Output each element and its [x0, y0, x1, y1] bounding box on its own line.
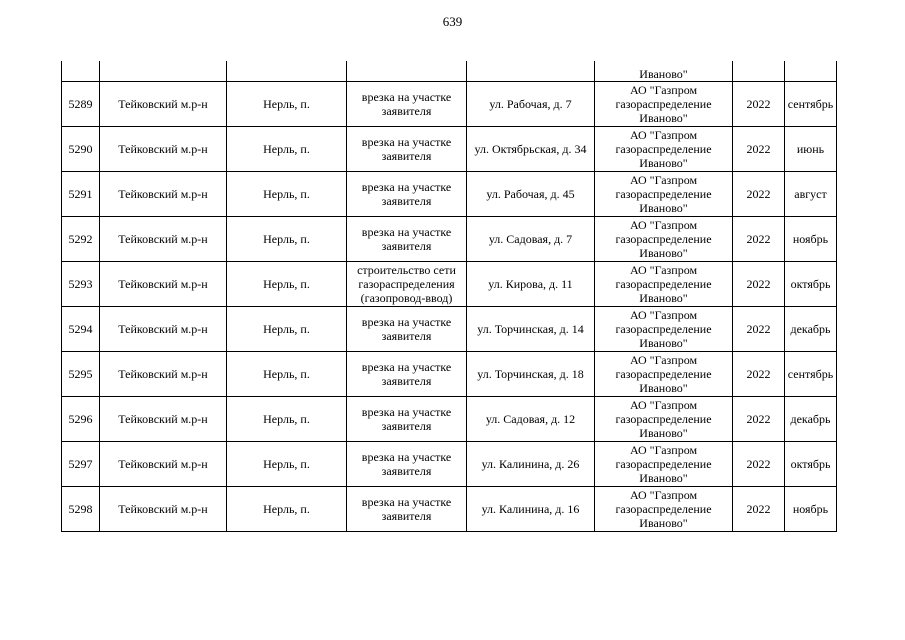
- cell-address: ул. Садовая, д. 7: [467, 217, 595, 262]
- cell-year: 2022: [733, 82, 785, 127]
- cell-work-type: врезка на участке заявителя: [347, 352, 467, 397]
- table-row: [62, 397, 837, 442]
- cell-number: 5293: [62, 262, 100, 307]
- cell-year: 2022: [733, 397, 785, 442]
- cell-district: Тейковский м.р-н: [100, 172, 227, 217]
- cell-organization: АО "Газпром газораспределение Иваново": [595, 82, 733, 127]
- page-number: 639: [442, 14, 463, 29]
- cell-year: 2022: [733, 307, 785, 352]
- cell-address: ул. Рабочая, д. 45: [467, 172, 595, 217]
- table-row: [62, 82, 837, 127]
- cell-month: [785, 61, 837, 82]
- registry-table: [61, 61, 837, 532]
- cell-address: [467, 61, 595, 82]
- cell-year: 2022: [733, 442, 785, 487]
- cell-month: октябрь: [785, 442, 837, 487]
- cell-address: ул. Калинина, д. 26: [467, 442, 595, 487]
- cell-month: октябрь: [785, 262, 837, 307]
- cell-district: Тейковский м.р-н: [100, 442, 227, 487]
- cell-year: 2022: [733, 352, 785, 397]
- cell-address: ул. Рабочая, д. 7: [467, 82, 595, 127]
- cell-work-type: врезка на участке заявителя: [347, 442, 467, 487]
- table-row: [62, 442, 837, 487]
- cell-year: [733, 61, 785, 82]
- table-row: [62, 217, 837, 262]
- cell-address: ул. Кирова, д. 11: [467, 262, 595, 307]
- table-row: [62, 352, 837, 397]
- cell-month: декабрь: [785, 397, 837, 442]
- cell-settlement: Нерль, п.: [227, 307, 347, 352]
- cell-district: Тейковский м.р-н: [100, 487, 227, 532]
- cell-settlement: Нерль, п.: [227, 127, 347, 172]
- continuation-row: [62, 61, 837, 82]
- cell-month: июнь: [785, 127, 837, 172]
- cell-month: ноябрь: [785, 217, 837, 262]
- cell-organization: АО "Газпром газораспределение Иваново": [595, 262, 733, 307]
- cell-organization: Иваново": [595, 61, 733, 82]
- cell-number: 5295: [62, 352, 100, 397]
- table-row: [62, 487, 837, 532]
- cell-year: 2022: [733, 487, 785, 532]
- cell-address: ул. Торчинская, д. 14: [467, 307, 595, 352]
- cell-year: 2022: [733, 172, 785, 217]
- cell-month: ноябрь: [785, 487, 837, 532]
- cell-month: сентябрь: [785, 82, 837, 127]
- cell-number: 5292: [62, 217, 100, 262]
- cell-month: сентябрь: [785, 352, 837, 397]
- cell-month: август: [785, 172, 837, 217]
- table-row: [62, 307, 837, 352]
- cell-settlement: Нерль, п.: [227, 262, 347, 307]
- cell-address: ул. Садовая, д. 12: [467, 397, 595, 442]
- cell-district: Тейковский м.р-н: [100, 307, 227, 352]
- cell-organization: АО "Газпром газораспределение Иваново": [595, 217, 733, 262]
- cell-number: 5297: [62, 442, 100, 487]
- cell-settlement: Нерль, п.: [227, 487, 347, 532]
- cell-settlement: [227, 61, 347, 82]
- cell-work-type: врезка на участке заявителя: [347, 397, 467, 442]
- cell-district: Тейковский м.р-н: [100, 397, 227, 442]
- table-row: [62, 172, 837, 217]
- cell-settlement: Нерль, п.: [227, 442, 347, 487]
- cell-organization: АО "Газпром газораспределение Иваново": [595, 397, 733, 442]
- cell-address: ул. Торчинская, д. 18: [467, 352, 595, 397]
- cell-work-type: врезка на участке заявителя: [347, 217, 467, 262]
- cell-organization: АО "Газпром газораспределение Иваново": [595, 487, 733, 532]
- cell-number: 5294: [62, 307, 100, 352]
- cell-settlement: Нерль, п.: [227, 82, 347, 127]
- cell-month: декабрь: [785, 307, 837, 352]
- cell-organization: АО "Газпром газораспределение Иваново": [595, 127, 733, 172]
- table-row: [62, 262, 837, 307]
- cell-year: 2022: [733, 217, 785, 262]
- cell-number: 5289: [62, 82, 100, 127]
- cell-number: 5290: [62, 127, 100, 172]
- cell-work-type: [347, 61, 467, 82]
- cell-year: 2022: [733, 262, 785, 307]
- cell-work-type: врезка на участке заявителя: [347, 307, 467, 352]
- cell-settlement: Нерль, п.: [227, 217, 347, 262]
- cell-number: 5296: [62, 397, 100, 442]
- cell-work-type: врезка на участке заявителя: [347, 127, 467, 172]
- cell-work-type: врезка на участке заявителя: [347, 82, 467, 127]
- cell-work-type: врезка на участке заявителя: [347, 172, 467, 217]
- cell-number: [62, 61, 100, 82]
- cell-organization: АО "Газпром газораспределение Иваново": [595, 352, 733, 397]
- cell-district: Тейковский м.р-н: [100, 352, 227, 397]
- table-row: [62, 127, 837, 172]
- cell-number: 5298: [62, 487, 100, 532]
- cell-organization: АО "Газпром газораспределение Иваново": [595, 307, 733, 352]
- cell-number: 5291: [62, 172, 100, 217]
- cell-address: ул. Калинина, д. 16: [467, 487, 595, 532]
- cell-district: Тейковский м.р-н: [100, 217, 227, 262]
- cell-address: ул. Октябрьская, д. 34: [467, 127, 595, 172]
- cell-district: Тейковский м.р-н: [100, 127, 227, 172]
- cell-settlement: Нерль, п.: [227, 397, 347, 442]
- registry-table-body: [62, 61, 837, 532]
- cell-organization: АО "Газпром газораспределение Иваново": [595, 172, 733, 217]
- cell-work-type: строительство сети газораспределения (газопровод-ввод): [347, 262, 467, 307]
- cell-settlement: Нерль, п.: [227, 352, 347, 397]
- cell-district: Тейковский м.р-н: [100, 82, 227, 127]
- cell-organization: АО "Газпром газораспределение Иваново": [595, 442, 733, 487]
- cell-year: 2022: [733, 127, 785, 172]
- cell-district: Тейковский м.р-н: [100, 262, 227, 307]
- cell-district: [100, 61, 227, 82]
- cell-work-type: врезка на участке заявителя: [347, 487, 467, 532]
- cell-settlement: Нерль, п.: [227, 172, 347, 217]
